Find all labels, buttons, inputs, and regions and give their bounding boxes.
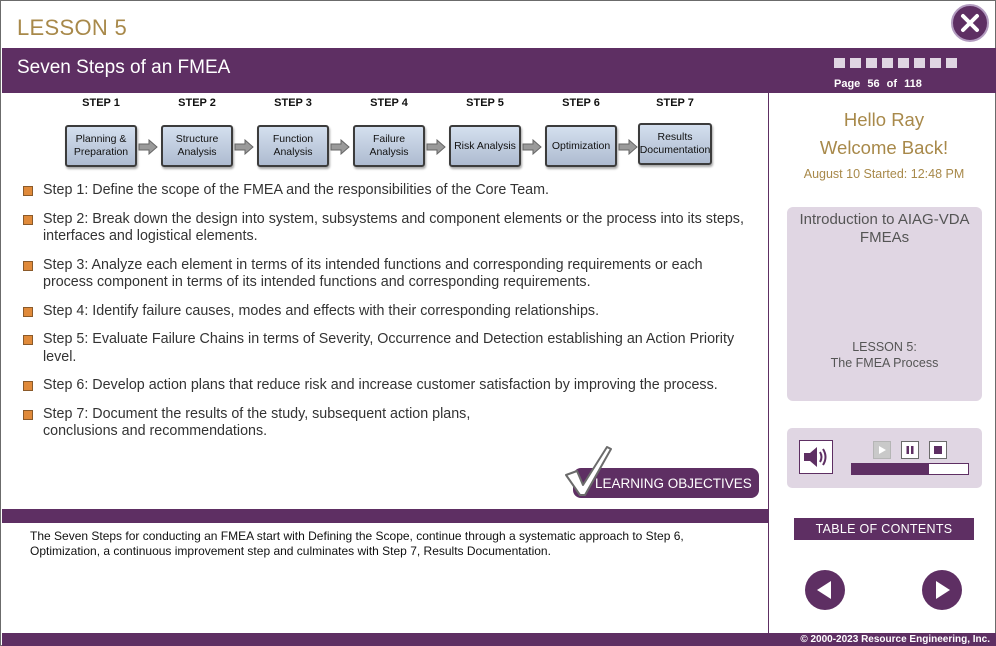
list-item-text: Step 4: Identify failure causes, modes and effects with their corresponding relationships.: [43, 302, 600, 319]
play-button[interactable]: [873, 441, 891, 459]
arrow-right-icon: [522, 139, 542, 155]
page-dot: [850, 58, 861, 68]
current-lesson-title: The FMEA Process: [830, 356, 939, 370]
step-number: STEP 2: [178, 97, 216, 109]
greeting: [771, 106, 996, 162]
fmea-steps-diagram: [61, 97, 721, 177]
list-item: [23, 303, 753, 321]
diagram-step: [545, 97, 617, 167]
bullet-square-icon: [23, 186, 33, 196]
speaker-icon: [802, 444, 830, 470]
page-dot: [914, 58, 925, 68]
page-dot: [882, 58, 893, 68]
arrow-right-icon: [138, 139, 158, 155]
bullet-square-icon: [23, 410, 33, 420]
diagram-step: [65, 97, 137, 167]
page-number: 56: [867, 78, 880, 90]
step-box: Risk Analysis: [449, 125, 521, 167]
diagram-step: [353, 97, 425, 167]
step-number: STEP 7: [656, 97, 694, 109]
checkmark-icon: [563, 445, 613, 497]
step-number: STEP 4: [370, 97, 408, 109]
table-of-contents-button[interactable]: TABLE OF CONTENTS: [794, 518, 974, 540]
stop-icon: [933, 445, 943, 455]
arrow-right-icon: [426, 139, 446, 155]
current-lesson: [787, 339, 982, 371]
list-item-text: Step 1: Define the scope of the FMEA and the responsibilities of the Core Team.: [43, 182, 549, 198]
list-item-text: Step 3: Analyze each element in terms of its intended functions and corresponding requirements or each process component in terms of its intended functions and corresponding requirements.: [43, 256, 703, 290]
learning-objectives-label: LEARNING OBJECTIVES: [595, 475, 752, 491]
step-box: Results Documentation: [638, 123, 712, 165]
stop-button[interactable]: [929, 441, 947, 459]
bullet-square-icon: [23, 215, 33, 225]
panel-divider: [768, 93, 769, 633]
list-item: [23, 331, 753, 366]
page-dot: [930, 58, 941, 68]
page-counter: [834, 78, 926, 90]
diagram-step: [449, 97, 521, 167]
arrow-left-icon: [814, 579, 836, 601]
pause-icon: [905, 445, 915, 455]
title-bar: [2, 48, 996, 93]
page-dot: [898, 58, 909, 68]
page-label: Page: [834, 78, 861, 90]
list-item-text: Step 6: Develop action plans that reduce risk and increase customer satisfaction by improving the process.: [43, 377, 718, 393]
previous-page-button[interactable]: [805, 570, 845, 610]
close-x-icon: [959, 12, 981, 34]
arrow-right-icon: [618, 139, 638, 155]
greeting-name: Hello Ray: [843, 109, 925, 130]
greeting-welcome: Welcome Back!: [819, 137, 949, 158]
current-lesson-number: LESSON 5:: [852, 340, 917, 354]
bullet-square-icon: [23, 381, 33, 391]
step-number: STEP 6: [562, 97, 600, 109]
bullet-square-icon: [23, 307, 33, 317]
course-info-card: [787, 207, 982, 401]
audio-player: [787, 428, 982, 488]
steps-list: [23, 182, 753, 452]
diagram-step: [161, 97, 233, 167]
step-number: STEP 1: [82, 97, 120, 109]
list-item: [23, 182, 753, 200]
list-item-text: Step 2: Break down the design into system, subsystems and component elements or the process into its steps, interfaces and logistical elements.: [43, 210, 744, 244]
list-item: [23, 211, 753, 246]
play-icon: [877, 445, 887, 455]
arrow-right-icon: [234, 139, 254, 155]
list-item-text: Step 7: Document the results of the study, subsequent action plans, conclusions and recommendations.: [43, 405, 471, 439]
page-title: Seven Steps of an FMEA: [17, 57, 231, 78]
audio-progress-bar[interactable]: [851, 463, 969, 475]
of-label: of: [886, 78, 898, 90]
page-progress-dots: [834, 58, 957, 68]
diagram-step: [638, 97, 712, 165]
session-started: August 10 Started: 12:48 PM: [803, 167, 965, 181]
arrow-right-icon: [931, 579, 953, 601]
speaker-button[interactable]: [799, 440, 833, 474]
bottom-bar: [2, 633, 996, 646]
list-item: [23, 257, 753, 292]
list-item: [23, 377, 753, 395]
page-dot: [946, 58, 957, 68]
lesson-label: LESSON 5: [17, 15, 128, 40]
step-number: STEP 3: [274, 97, 312, 109]
page-dot: [834, 58, 845, 68]
list-item: [23, 406, 503, 441]
bullet-square-icon: [23, 335, 33, 345]
step-box: Structure Analysis: [161, 125, 233, 167]
step-number: STEP 5: [466, 97, 504, 109]
copyright: © 2000-2023 Resource Engineering, Inc.: [800, 634, 990, 645]
course-title: Introduction to AIAG-VDA FMEAs: [799, 211, 970, 246]
pause-button[interactable]: [901, 441, 919, 459]
step-box: Failure Analysis: [353, 125, 425, 167]
page-summary: The Seven Steps for conducting an FMEA start with Defining the Scope, continue through a systematic approach to Step 6, Optimization, a continuous improvement step and culminates with Step 7, Results Documentation.: [30, 529, 684, 558]
step-box: Optimization: [545, 125, 617, 167]
close-button[interactable]: [951, 4, 989, 42]
content-footer-band: [2, 509, 768, 523]
bullet-square-icon: [23, 261, 33, 271]
list-item-text: Step 5: Evaluate Failure Chains in terms of Severity, Occurrence and Detection establishing an Action Priority level.: [43, 331, 735, 365]
page-dot: [866, 58, 877, 68]
total-pages: 118: [904, 78, 922, 90]
next-page-button[interactable]: [922, 570, 962, 610]
audio-progress-fill: [852, 464, 929, 474]
arrow-right-icon: [330, 139, 350, 155]
diagram-step: [257, 97, 329, 167]
step-box: Function Analysis: [257, 125, 329, 167]
step-box: Planning & Preparation: [65, 125, 137, 167]
